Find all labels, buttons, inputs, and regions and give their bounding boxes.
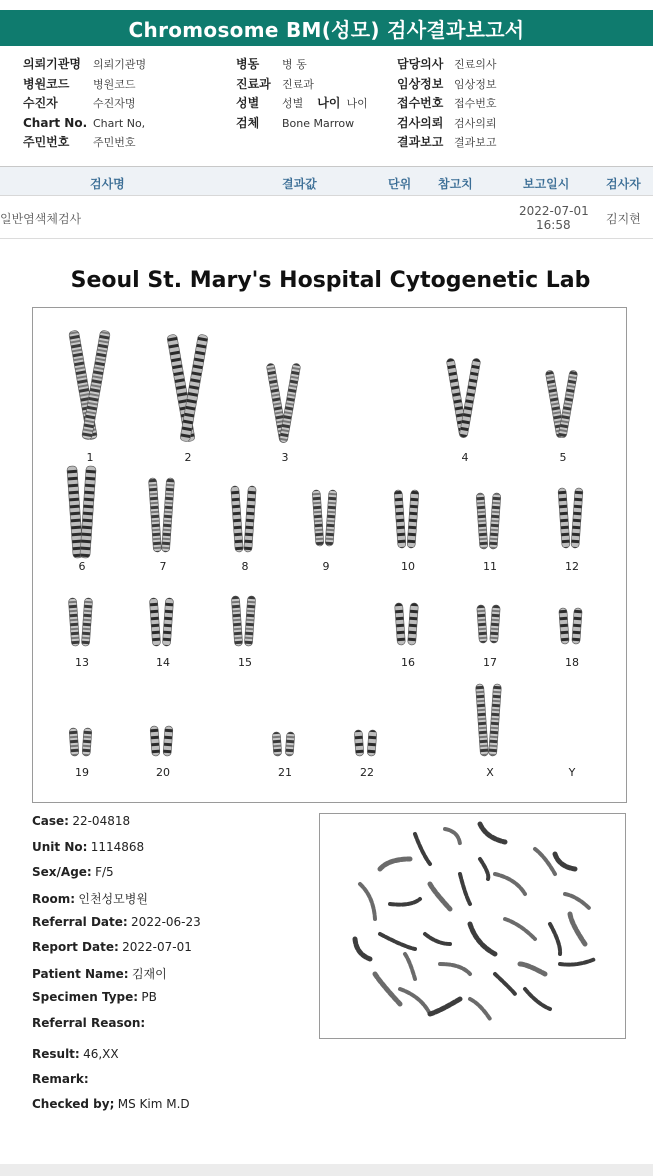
unit-row bbox=[32, 840, 144, 854]
chromosome-17 bbox=[490, 605, 501, 643]
unit-value: 1114868 bbox=[90, 840, 145, 854]
chromosome-label-Y: Y bbox=[568, 766, 576, 779]
chromosome-label-X: X bbox=[486, 766, 494, 779]
sexage-row bbox=[32, 865, 114, 879]
chromosome-label-16: 16 bbox=[401, 656, 415, 669]
referral-date-value: 2022-06-23 bbox=[131, 915, 201, 929]
chromosome-label-9: 9 bbox=[322, 560, 330, 573]
case-value: 22-04818 bbox=[72, 814, 131, 828]
info-value: 의뢰기관명 bbox=[93, 58, 147, 71]
info-row-ward bbox=[236, 55, 368, 75]
chromosome-label-19: 19 bbox=[75, 766, 89, 779]
chromosome-14 bbox=[149, 598, 160, 646]
metaphase-chromosome bbox=[560, 959, 595, 965]
chromosome-16 bbox=[395, 603, 406, 645]
info-value: Chart No, bbox=[93, 116, 146, 130]
chromosome-label-22: 22 bbox=[360, 766, 374, 779]
info-value: 임상정보 bbox=[454, 77, 497, 91]
info-value: 검사의뢰 bbox=[454, 116, 497, 130]
sexage-value: F/5 bbox=[95, 865, 114, 879]
info-column-1 bbox=[23, 55, 146, 153]
info-column-2 bbox=[236, 55, 368, 133]
chromosome-15 bbox=[244, 596, 255, 646]
chromosome-13 bbox=[68, 598, 79, 646]
chromosome-label-15: 15 bbox=[238, 656, 252, 669]
unit-label: Unit No: bbox=[32, 840, 88, 854]
metaphase-chromosome bbox=[415, 834, 430, 864]
chromosome-label-6: 6 bbox=[78, 560, 86, 573]
info-row-request bbox=[397, 114, 497, 134]
chromosome-20 bbox=[163, 726, 173, 756]
info-row-chart-no bbox=[23, 114, 146, 134]
chromosome-label-14: 14 bbox=[156, 656, 170, 669]
chromosome-19 bbox=[82, 728, 92, 756]
chromosome-label-12: 12 bbox=[565, 560, 579, 573]
info-value: 결과보고 bbox=[454, 136, 497, 149]
chromosome-label-11: 11 bbox=[483, 560, 497, 573]
info-label: 병원코드 bbox=[23, 76, 70, 91]
checked-label: Checked by; bbox=[32, 1097, 115, 1111]
info-row-specimen bbox=[236, 114, 368, 134]
patient-label: Patient Name: bbox=[32, 967, 129, 981]
chromosome-label-20: 20 bbox=[156, 766, 170, 779]
metaphase-chromosome bbox=[520, 964, 545, 974]
header-reference: 참고치 bbox=[438, 177, 473, 191]
chromosome-label-18: 18 bbox=[565, 656, 579, 669]
metaphase-chromosome bbox=[505, 919, 535, 939]
info-label: 임상정보 bbox=[397, 76, 444, 91]
metaphase-chromosome bbox=[460, 874, 470, 904]
info-label: 성별 bbox=[236, 96, 260, 110]
metaphase-chromosome bbox=[390, 899, 420, 905]
metaphase-chromosome bbox=[430, 884, 450, 909]
info-row-sex-age bbox=[236, 94, 368, 114]
chromosome-12 bbox=[558, 488, 570, 548]
info-value: 접수번호 bbox=[454, 97, 497, 110]
chromosome-label-17: 17 bbox=[483, 656, 497, 669]
reason-label: Referral Reason: bbox=[32, 1016, 146, 1030]
chromosome-22 bbox=[367, 730, 377, 756]
metaphase-chromosome bbox=[565, 894, 590, 909]
info-label: 의뢰기관명 bbox=[23, 57, 81, 71]
info-label: Chart No. bbox=[23, 115, 88, 130]
result-row bbox=[32, 1047, 119, 1061]
info-value: 진료과 bbox=[282, 77, 314, 91]
results-table-header bbox=[0, 166, 653, 196]
chromosome-3 bbox=[279, 363, 301, 443]
info-row-department bbox=[236, 75, 368, 95]
metaphase-chromosome bbox=[375, 974, 400, 1004]
chromosome-18 bbox=[572, 608, 582, 644]
metaphase-chromosome bbox=[535, 849, 555, 874]
karyogram-image bbox=[32, 307, 627, 803]
info-row-doctor bbox=[397, 55, 497, 75]
info-value: 수진자명 bbox=[93, 97, 136, 110]
chromosome-10 bbox=[394, 490, 406, 548]
header-tester: 검사자 bbox=[606, 177, 641, 191]
referral-date-label: Referral Date: bbox=[32, 915, 128, 929]
result-label: Result: bbox=[32, 1047, 80, 1061]
remark-label: Remark: bbox=[32, 1072, 89, 1086]
header-test-name: 검사명 bbox=[90, 177, 125, 191]
result-value: 46,XX bbox=[83, 1047, 119, 1061]
report-title: Chromosome BM(성모) 검사결과보고서 bbox=[0, 10, 653, 46]
report-date: 2022-07-01 bbox=[519, 204, 589, 218]
metaphase-chromosome bbox=[555, 854, 575, 869]
chromosome-label-10: 10 bbox=[401, 560, 415, 573]
info-row-institution bbox=[23, 55, 146, 75]
report-date-value: 2022-07-01 bbox=[122, 940, 192, 954]
chromosome-17 bbox=[477, 605, 488, 643]
checked-row bbox=[32, 1097, 190, 1111]
chromosome-21 bbox=[272, 732, 282, 756]
chromosome-19 bbox=[69, 728, 79, 756]
chromosome-9 bbox=[325, 490, 337, 546]
info-column-3 bbox=[397, 55, 497, 153]
chromosome-16 bbox=[408, 603, 419, 645]
info-label: 담당의사 bbox=[397, 57, 444, 71]
chromosome-12 bbox=[571, 488, 583, 548]
info-label: 검사의뢰 bbox=[397, 115, 444, 130]
header-result: 결과값 bbox=[282, 177, 317, 191]
info-label: 접수번호 bbox=[397, 96, 444, 110]
info-row-clinical bbox=[397, 75, 497, 95]
age-value: 나이 bbox=[346, 97, 368, 110]
metaphase-chromosome bbox=[400, 989, 430, 1014]
sexage-label: Sex/Age: bbox=[32, 865, 92, 879]
chromosome-9 bbox=[312, 490, 324, 546]
table-row[interactable] bbox=[0, 197, 653, 239]
report-date-row bbox=[32, 940, 192, 954]
info-row-receipt bbox=[397, 94, 497, 114]
patient-row bbox=[32, 965, 167, 982]
metaphase-chromosome bbox=[405, 954, 415, 979]
chromosome-6 bbox=[80, 466, 96, 558]
header-unit: 단위 bbox=[388, 177, 412, 191]
metaphase-chromosome bbox=[380, 934, 415, 949]
lab-title: Seoul St. Mary's Hospital Cytogenetic Lab bbox=[70, 268, 591, 293]
info-label: 병동 bbox=[236, 57, 260, 71]
chromosome-14 bbox=[162, 598, 173, 646]
chromosome-label-21: 21 bbox=[278, 766, 292, 779]
metaphase-chromosome bbox=[445, 829, 460, 844]
chromosome-8 bbox=[231, 486, 244, 552]
patient-value: 김재이 bbox=[131, 967, 167, 981]
report-time: 16:58 bbox=[536, 218, 571, 232]
info-row-hospital-code bbox=[23, 75, 146, 95]
case-label: Case: bbox=[32, 814, 69, 828]
chromosome-label-13: 13 bbox=[75, 656, 89, 669]
info-row-report bbox=[397, 133, 497, 153]
metaphase-chromosome bbox=[440, 964, 470, 974]
case-row bbox=[32, 814, 130, 828]
metaphase-chromosome bbox=[470, 924, 495, 954]
info-label: 검체 bbox=[236, 115, 260, 130]
chromosome-X bbox=[488, 684, 501, 756]
chromosome-label-4: 4 bbox=[461, 451, 469, 464]
info-value: 성별 bbox=[282, 97, 304, 110]
chromosome-7 bbox=[148, 478, 161, 552]
metaphase-drawing bbox=[320, 814, 627, 1040]
info-value: 진료의사 bbox=[454, 58, 497, 71]
info-label: 수진자 bbox=[23, 96, 58, 110]
chromosome-10 bbox=[407, 490, 419, 548]
specimen-row bbox=[32, 990, 157, 1004]
age-label: 나이 bbox=[317, 96, 341, 110]
chromosome-label-3: 3 bbox=[281, 451, 289, 464]
tester-name: 김지현 bbox=[606, 212, 641, 226]
chromosome-21 bbox=[285, 732, 295, 756]
metaphase-chromosome bbox=[495, 974, 515, 994]
info-value: 병 동 bbox=[282, 58, 307, 71]
info-label: 진료과 bbox=[236, 76, 271, 91]
room-label: Room: bbox=[32, 892, 76, 906]
report-date-label: Report Date: bbox=[32, 940, 119, 954]
info-value: 주민번호 bbox=[93, 136, 136, 149]
chromosome-group bbox=[67, 330, 583, 756]
test-name: 일반염색체검사 bbox=[0, 212, 82, 226]
room-row bbox=[32, 890, 148, 907]
chromosome-label-8: 8 bbox=[241, 560, 249, 573]
room-value: 인천성모병원 bbox=[78, 892, 148, 906]
remark-row bbox=[32, 1072, 89, 1086]
checked-value: MS Kim M.D bbox=[117, 1097, 190, 1111]
referral-date-row bbox=[32, 915, 201, 929]
metaphase-chromosome bbox=[380, 859, 410, 869]
chromosome-11 bbox=[476, 493, 488, 549]
metaphase-chromosome bbox=[470, 999, 490, 1019]
metaphase-chromosome bbox=[495, 874, 525, 894]
info-label: 주민번호 bbox=[23, 135, 70, 149]
chromosome-label-7: 7 bbox=[159, 560, 167, 573]
metaphase-chromosome bbox=[480, 824, 505, 842]
chromosome-4 bbox=[459, 358, 481, 438]
chromosome-label-1: 1 bbox=[86, 451, 94, 464]
metaphase-chromosome bbox=[570, 914, 585, 944]
chromosome-X bbox=[475, 684, 488, 756]
chromosome-label-2: 2 bbox=[184, 451, 192, 464]
specimen-label: Specimen Type: bbox=[32, 990, 139, 1004]
metaphase-chromosome bbox=[430, 999, 460, 1014]
chromosome-7 bbox=[161, 478, 174, 552]
info-value: Bone Marrow bbox=[282, 116, 355, 130]
reason-row bbox=[32, 1016, 145, 1030]
chromosome-13 bbox=[81, 598, 92, 646]
specimen-value: PB bbox=[141, 990, 157, 1004]
info-label: 결과보고 bbox=[397, 135, 444, 149]
chromosome-15 bbox=[231, 596, 242, 646]
metaphase-chromosome bbox=[355, 939, 370, 959]
chromosome-22 bbox=[354, 730, 364, 756]
chromosome-20 bbox=[150, 726, 160, 756]
metaphase-chromosome bbox=[480, 859, 488, 879]
metaphase-chromosome bbox=[550, 924, 560, 954]
metaphase-chromosome bbox=[525, 989, 550, 1009]
karyogram-drawing bbox=[33, 308, 628, 804]
chromosome-8 bbox=[244, 486, 257, 552]
metaphase-image bbox=[319, 813, 626, 1039]
header-report-date: 보고일시 bbox=[523, 177, 570, 191]
chromosome-11 bbox=[489, 493, 501, 549]
chromosome-label-5: 5 bbox=[559, 451, 567, 464]
metaphase-chromosome bbox=[425, 934, 450, 944]
footer-band bbox=[0, 1164, 653, 1176]
chromosome-5 bbox=[558, 370, 578, 438]
info-row-resident-no bbox=[23, 133, 146, 153]
metaphase-chromosome bbox=[360, 884, 375, 919]
info-value: 병원코드 bbox=[93, 77, 136, 91]
info-row-patient bbox=[23, 94, 146, 114]
chromosome-18 bbox=[559, 608, 569, 644]
